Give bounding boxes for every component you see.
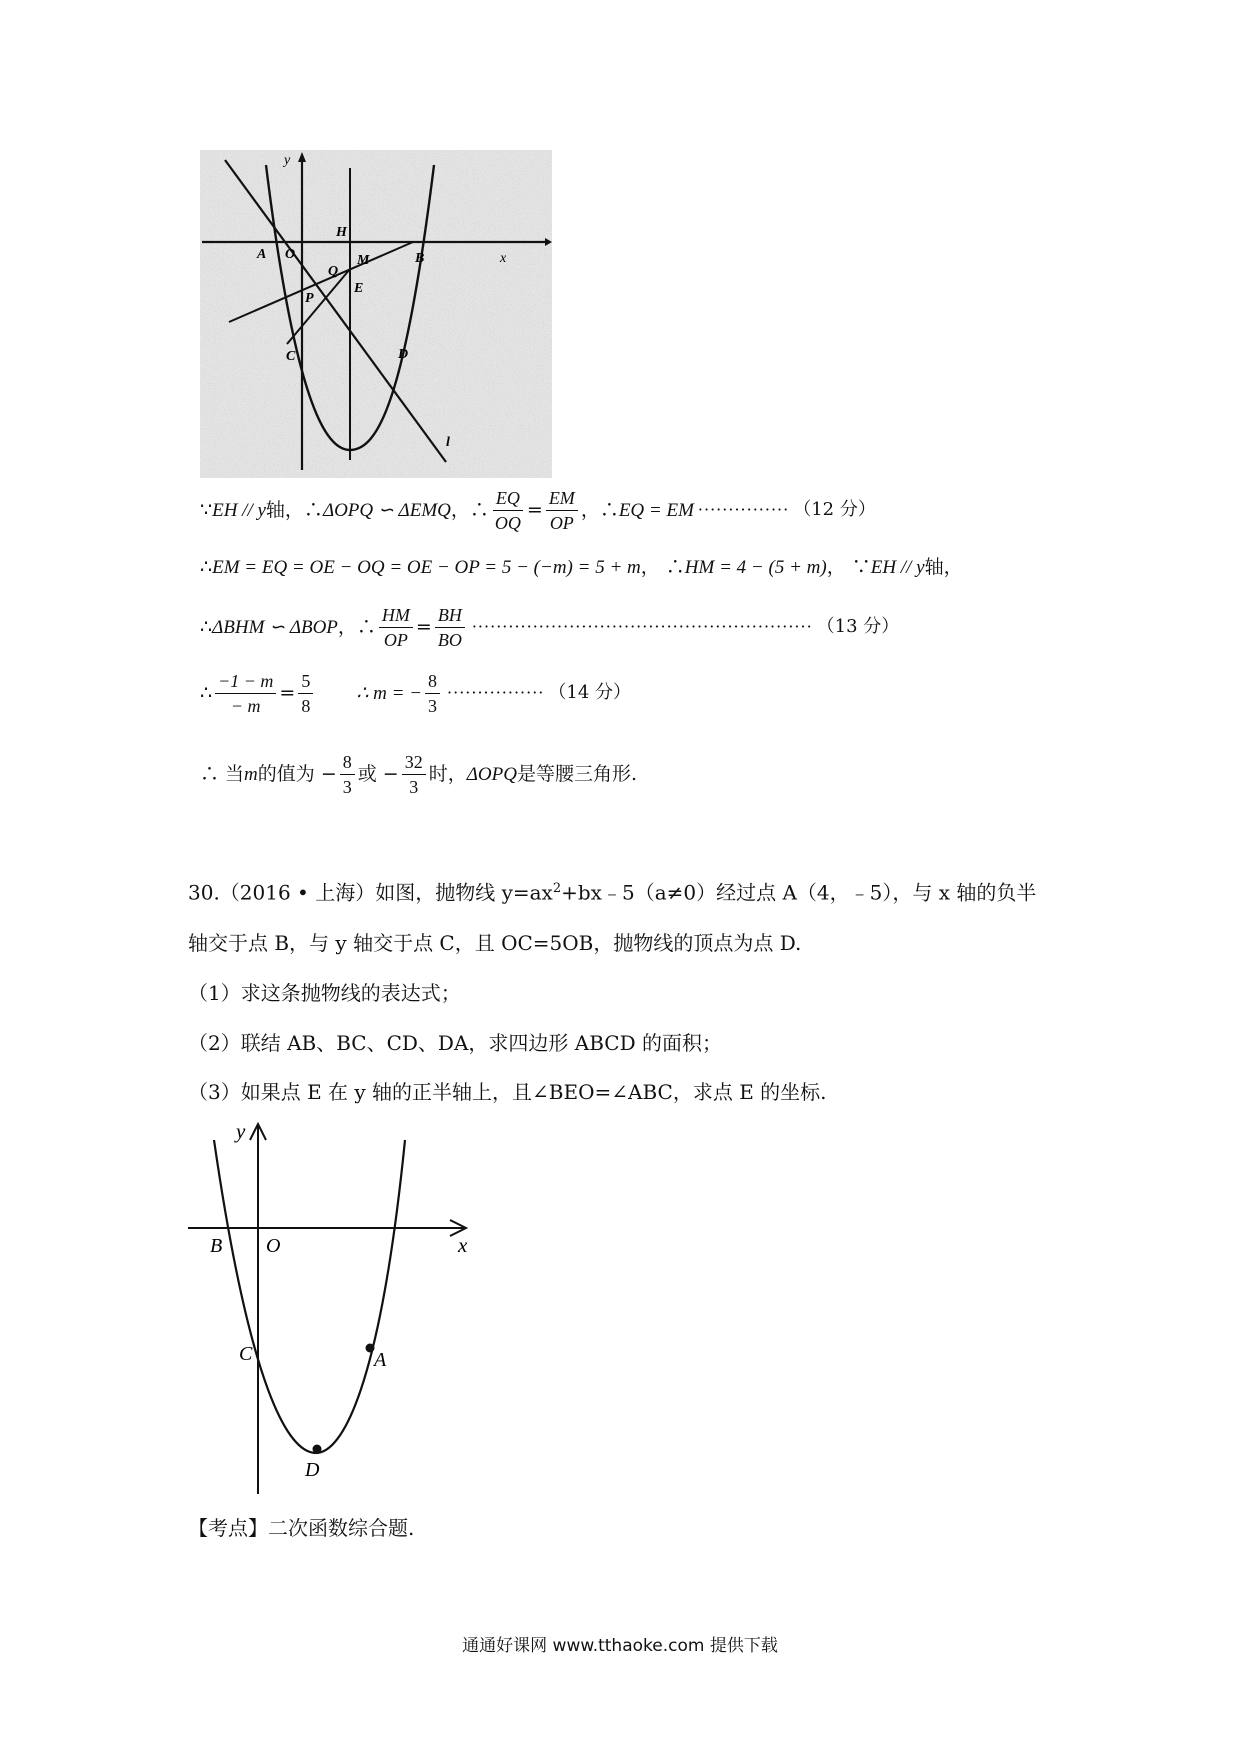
solution-line-1 — [200, 480, 876, 540]
variable-m: m — [244, 763, 258, 785]
leader-dots: ················ — [447, 683, 545, 702]
fraction-eq-oq: $\frac{EQ}{OQ}$ — [494, 487, 521, 533]
label-a: A — [374, 1349, 387, 1371]
fraction-8-3: $\frac{8}{3}$ — [425, 672, 440, 715]
equals-sign: = — [279, 681, 296, 704]
equals-sign: = — [526, 498, 543, 521]
point-d — [313, 1445, 322, 1454]
equation-hm: HM = 4 − (5 + m) — [684, 556, 827, 578]
label-l: l — [446, 435, 450, 450]
therefore-symbol: ∴ — [200, 681, 213, 704]
label-o: O — [266, 1235, 281, 1257]
therefore-symbol: ∴ — [200, 555, 213, 578]
label-b: B — [415, 251, 425, 266]
text-segment: 时， — [428, 762, 467, 785]
label-q: Q — [328, 264, 339, 279]
solution-line-3 — [200, 597, 899, 657]
fraction-8-3: $\frac{8}{3}$ — [340, 753, 355, 796]
fraction-5-8: $\frac{5}{8}$ — [298, 672, 313, 715]
text-segment: ， ∴ — [640, 555, 685, 578]
problem-30-line-1: 30.（2016 • 上海）如图，抛物线 $y=ax^2+bx﹣5(a\ne 0)$经过点 A（4，﹣5），与 x 轴的负半 — [188, 880, 1037, 905]
page-footer: 通通好课网 www.tthaoke.com 提供下载 — [462, 1636, 778, 1656]
fraction-bh-bo: $\frac{BH}{BO}$ — [435, 606, 465, 649]
label-d: D — [305, 1459, 320, 1481]
problem-30-line-2: 轴交于点 B，与 y 轴交于点 C，且 OC=5OB，抛物线的顶点为点 D. — [188, 931, 802, 955]
equation-em: EM = EQ = OE − OQ = OE − OP = 5 − (−m) = 5 + m — [212, 556, 641, 578]
leader-dots: ··············· — [697, 500, 790, 519]
parallel-statement: EH // y — [870, 556, 925, 578]
therefore-symbol: ∴ — [200, 615, 213, 638]
label-m: M — [357, 253, 370, 268]
solution-line-5 — [200, 742, 637, 806]
superscript-2: 2 — [552, 881, 562, 896]
label-y: y — [284, 153, 291, 168]
figure-1-diagram — [200, 150, 552, 478]
fraction-em-op: $\frac{EM}{OP}$ — [546, 489, 578, 532]
label-h: H — [336, 225, 347, 240]
score-14: （14 分） — [548, 682, 632, 703]
label-d: D — [398, 347, 409, 362]
text-segment: 的值为 − — [257, 762, 337, 785]
equation: EQ = EM — [618, 499, 694, 521]
score-13: （13 分） — [816, 616, 900, 637]
text-segment: ，∴ — [580, 498, 619, 521]
text-segment: ，∴ — [450, 498, 489, 521]
parabola-curve — [214, 1140, 405, 1453]
question-2: （2）联结 AB、BC、CD、DA，求四边形 ABCD 的面积； — [188, 1031, 722, 1055]
label-x: x — [500, 251, 507, 266]
triangle-opq: ΔOPQ — [466, 763, 517, 785]
text-segment: ，∴ — [337, 615, 376, 638]
label-c: C — [239, 1343, 253, 1365]
solution-line-4 — [200, 663, 631, 723]
label-x: x — [458, 1233, 468, 1257]
label-y: y — [236, 1119, 246, 1143]
text-segment: ， ∵ — [826, 555, 871, 578]
label-p: P — [305, 291, 314, 306]
because-symbol: ∵ — [200, 498, 213, 521]
text-segment: ∴ 当 — [200, 762, 245, 785]
text-segment: 或 − — [357, 762, 399, 785]
text-segment: 轴，∴ — [265, 498, 323, 521]
parallel-statement: EH // y — [212, 499, 266, 521]
label-o: O — [285, 247, 296, 262]
fraction-32-3: $\frac{32}{3}$ — [402, 753, 426, 796]
fraction-neg1-m: $\frac{-1 - m}{- m}$ — [215, 672, 276, 715]
figure-2-parabola — [180, 1118, 480, 1502]
leader-dots: ························································ — [471, 617, 813, 636]
label-b: B — [210, 1235, 223, 1257]
label-a: A — [257, 247, 267, 262]
fraction-hm-op: $\frac{HM}{OP}$ — [379, 606, 413, 649]
solution-line-2 — [200, 552, 963, 582]
text-segment: 是等腰三角形. — [516, 762, 637, 785]
label-c: C — [286, 349, 296, 364]
equals-sign: = — [415, 615, 432, 638]
question-3: （3）如果点 E 在 y 轴的正半轴上，且∠BEO=∠ABC，求点 E 的坐标. — [188, 1080, 827, 1104]
text-segment: 轴， — [924, 555, 963, 578]
kaodian-line: 【考点】二次函数综合题. — [188, 1516, 415, 1540]
score-12: （12 分） — [793, 499, 876, 520]
similar-triangles: ΔBHM ∽ ΔBOP — [212, 616, 338, 638]
question-1: （1）求这条抛物线的表达式； — [188, 981, 461, 1005]
m-value: ∴ m = − — [356, 682, 423, 704]
label-e: E — [354, 281, 364, 296]
similar-triangles: ΔOPQ ∽ ΔEMQ — [322, 499, 451, 521]
